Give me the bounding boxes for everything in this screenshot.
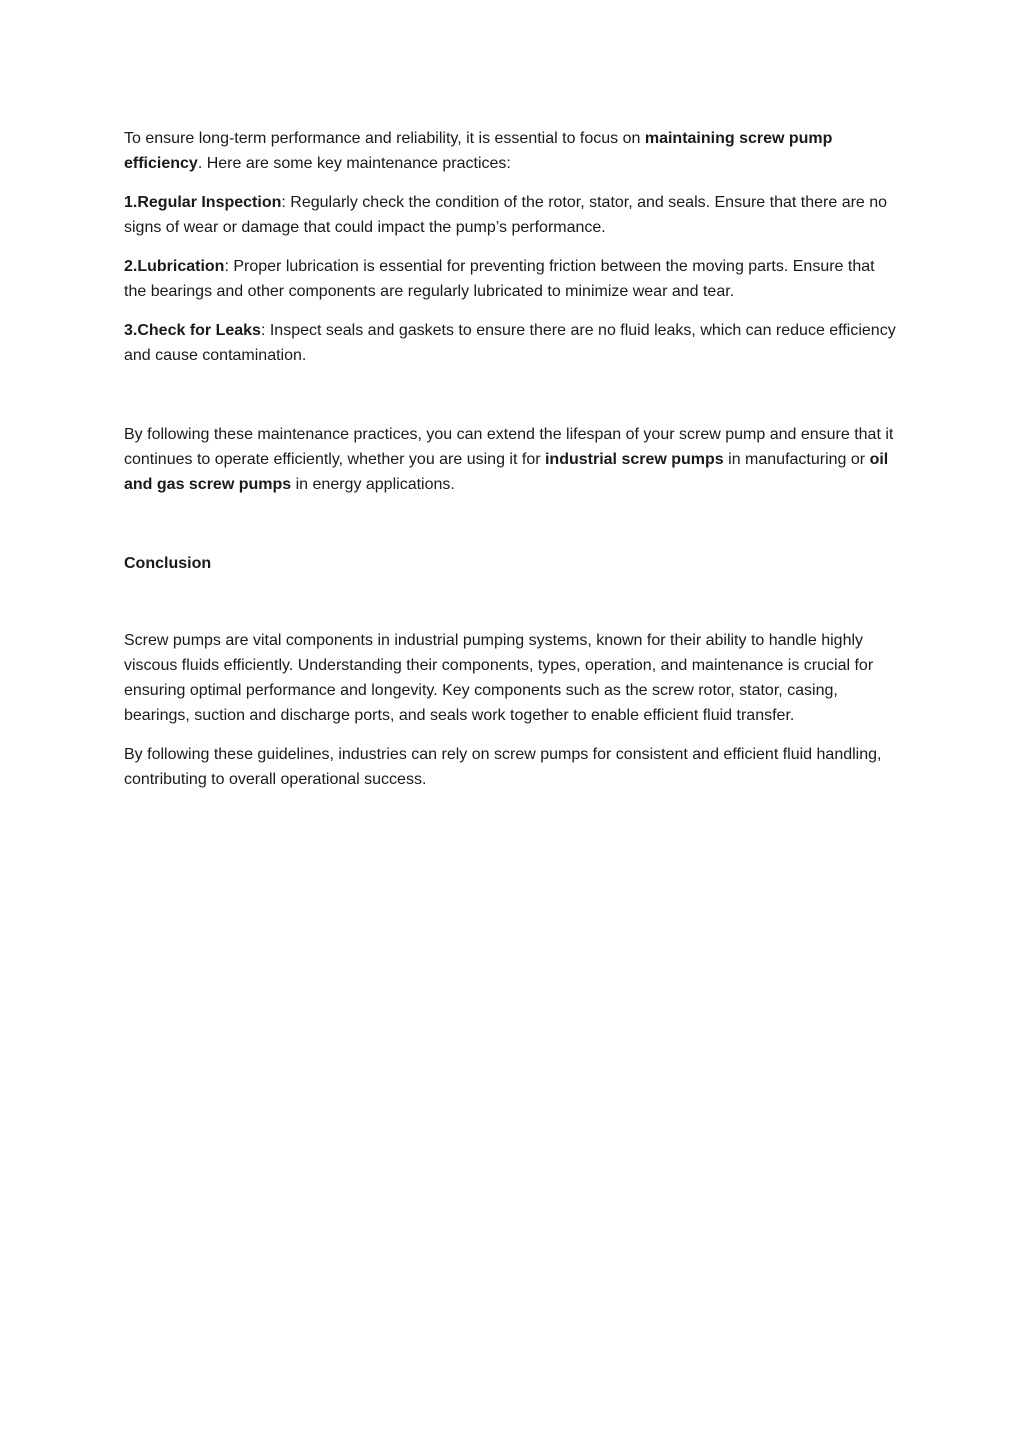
summary-text: By following these maintenance practices, you can extend the lifespan of your screw pump and ensure that it continues to operate efficiently, whether you are using it for	[124, 426, 894, 468]
intro-text: To ensure long-term performance and reliability, it is essential to focus on	[124, 130, 645, 147]
conclusion-heading: Conclusion	[124, 555, 212, 572]
practice-text: : Inspect seals and gaskets to ensure there are no fluid leaks, which can reduce efficiency and cause contamination.	[124, 322, 896, 364]
summary-bold-industrial: industrial screw pumps	[544, 451, 724, 468]
practice-item	[124, 318, 900, 368]
practice-text: : Regularly check the condition of the rotor, stator, and seals. Ensure that there are no signs of wear or damage that could impact the pump’s performance.	[124, 194, 888, 236]
summary-text-end: in energy applications.	[291, 476, 455, 493]
intro-bold: maintaining screw pump efficiency	[124, 130, 833, 172]
intro-text-end: . Here are some key maintenance practices:	[197, 155, 511, 172]
document-page	[124, 126, 900, 806]
practice-label: 1.Regular Inspection	[124, 194, 282, 211]
summary-bold-oil-gas: oil and gas screw pumps	[124, 451, 889, 493]
summary-text-mid: in manufacturing or	[723, 451, 870, 468]
intro-paragraph	[124, 126, 900, 176]
practice-label: 2.Lubrication	[124, 258, 225, 275]
practice-label: 3.Check for Leaks	[124, 322, 261, 339]
practice-item	[124, 254, 900, 304]
summary-paragraph	[124, 422, 900, 497]
practice-text: : Proper lubrication is essential for preventing friction between the moving parts. Ensure that the bearings and other components are regularly lubricated to minimize wear and tear.	[124, 258, 875, 300]
conclusion-paragraph: By following these guidelines, industries can rely on screw pumps for consistent and efficient fluid handling, contributing to overall operational success.	[124, 746, 882, 788]
conclusion-paragraph: Screw pumps are vital components in industrial pumping systems, known for their ability to handle highly viscous fluids efficiently. Understanding their components, types, operation, and maintenance is crucial for ensuring optimal performance and longevity. Key components such as the screw rotor, stator, casing, bearings, suction and discharge ports, and seals work together to enable efficient fluid transfer.	[124, 632, 874, 724]
practice-item	[124, 190, 900, 240]
